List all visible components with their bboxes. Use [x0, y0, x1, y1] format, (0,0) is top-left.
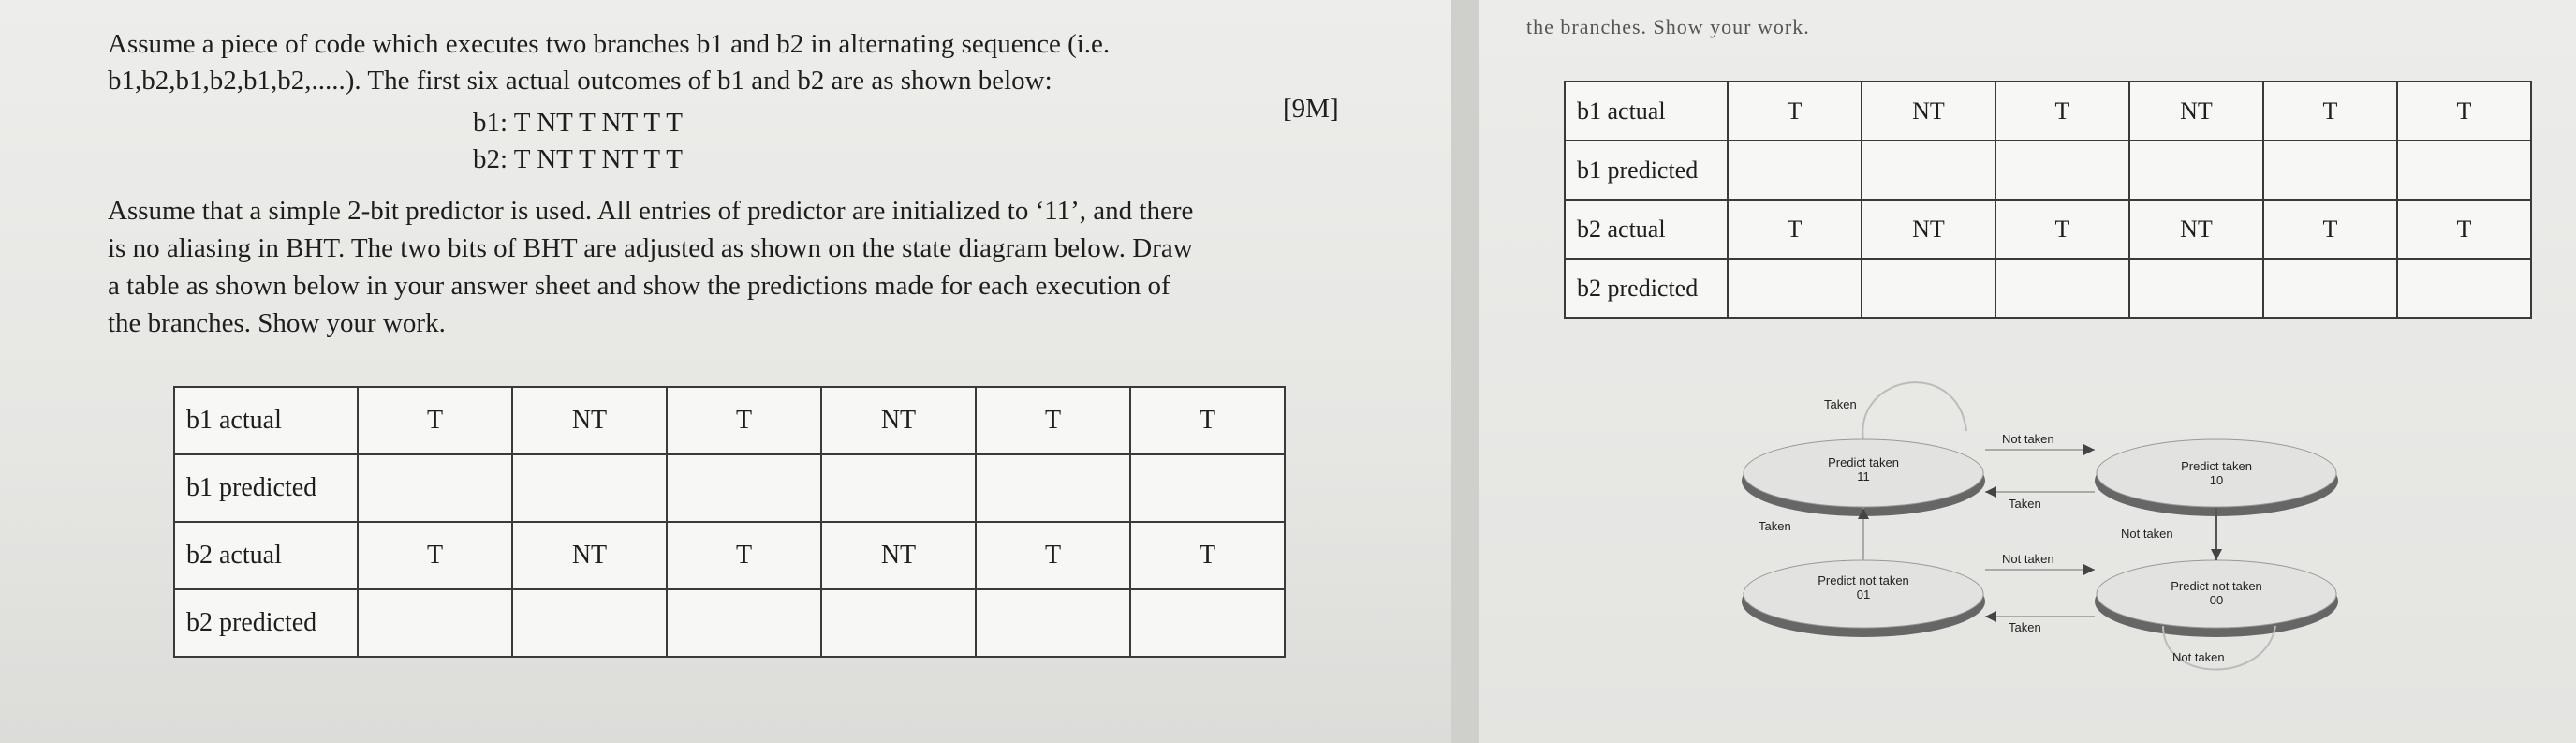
row-label: b2 predicted: [174, 589, 358, 657]
table-cell: T: [667, 387, 821, 454]
question-line: the branches. Show your work.: [108, 308, 446, 338]
state-name: Predict taken: [1828, 455, 1899, 469]
question-paragraph-2: [108, 192, 1353, 342]
table-row: [1565, 82, 2531, 141]
question-line: a table as shown below in your answer sheet and show the predictions made for each execution of: [108, 271, 1170, 301]
state-name: Predict not taken: [1818, 573, 1909, 587]
row-label: b1 predicted: [1565, 141, 1728, 200]
row-label: b1 predicted: [174, 454, 358, 522]
state-label-00: [2142, 579, 2291, 607]
table-cell: [2397, 141, 2531, 200]
table-cell: NT: [1862, 200, 1995, 259]
state-diagram-graphics: [1723, 356, 2360, 693]
table-row: [174, 454, 1285, 522]
table-cell: [1995, 259, 2129, 318]
table-cell: T: [2397, 200, 2531, 259]
sequence-b1: b1: T NT T NT T T: [473, 108, 684, 138]
table-cell: T: [1995, 200, 2129, 259]
table-cell: [512, 454, 667, 522]
row-label: b2 actual: [174, 522, 358, 589]
table-cell: [1728, 141, 1862, 200]
table-cell: [2397, 259, 2531, 318]
table-cell: [976, 589, 1130, 657]
prediction-table-right: [1564, 81, 2532, 319]
question-paragraph-1: [108, 26, 1353, 99]
table-cell: T: [667, 522, 821, 589]
row-label: b1 actual: [174, 387, 358, 454]
table-cell: NT: [512, 387, 667, 454]
edge-label-self-11: Taken: [1824, 397, 1857, 411]
table-cell: [358, 454, 512, 522]
state-bits: 00: [2209, 593, 2224, 607]
table-row: [1565, 200, 2531, 259]
state-label-01: [1788, 573, 1938, 602]
table-cell: [2263, 259, 2397, 318]
table-cell: [1728, 259, 1862, 318]
table-cell: T: [1130, 387, 1285, 454]
table-cell: NT: [512, 522, 667, 589]
table-cell: [1995, 141, 2129, 200]
edge-label-10-to-00: Not taken: [2121, 527, 2173, 541]
row-label: b1 actual: [1565, 82, 1728, 141]
table-cell: T: [976, 387, 1130, 454]
table-row: [174, 387, 1285, 454]
question-line: b1,b2,b1,b2,b1,b2,.....). The first six actual outcomes of b1 and b2 are as shown below:: [108, 66, 1052, 96]
edge-label-self-00: Not taken: [2172, 650, 2225, 664]
table-cell: NT: [1862, 82, 1995, 141]
table-cell: T: [1995, 82, 2129, 141]
table-cell: [821, 589, 976, 657]
table-row: [1565, 141, 2531, 200]
table-cell: T: [2263, 200, 2397, 259]
edge-label-01-to-11: Taken: [1759, 519, 1791, 533]
panel-gap: [1451, 0, 1479, 743]
table-cell: T: [2397, 82, 2531, 141]
row-label: b2 predicted: [1565, 259, 1728, 318]
state-name: Predict not taken: [2171, 579, 2262, 593]
table-cell: [512, 589, 667, 657]
table-cell: NT: [2129, 200, 2263, 259]
table-cell: [1862, 141, 1995, 200]
row-label: b2 actual: [1565, 200, 1728, 259]
table-cell: NT: [2129, 82, 2263, 141]
table-cell: T: [1130, 522, 1285, 589]
table-row: [174, 522, 1285, 589]
table-cell: [358, 589, 512, 657]
table-cell: [821, 454, 976, 522]
state-label-10: [2142, 459, 2291, 487]
edge-self-11: [1862, 382, 1966, 440]
state-label-11: [1788, 455, 1938, 483]
table-cell: T: [358, 522, 512, 589]
question-line: Assume a piece of code which executes two branches b1 and b2 in alternating sequence (i.e.: [108, 29, 1111, 59]
edge-label-11-to-10: Not taken: [2002, 432, 2054, 446]
cut-off-text: the branches. Show your work.: [1526, 15, 1810, 38]
table-cell: T: [358, 387, 512, 454]
table-cell: [976, 454, 1130, 522]
state-name: Predict taken: [2181, 459, 2252, 473]
table-row: [1565, 259, 2531, 318]
edge-label-01-to-00: Not taken: [2002, 552, 2054, 566]
table-cell: [667, 589, 821, 657]
table-cell: [1862, 259, 1995, 318]
edge-label-00-to-01: Taken: [2009, 620, 2041, 634]
table-cell: T: [1728, 200, 1862, 259]
state-diagram: [1723, 356, 2360, 693]
table-cell: T: [1728, 82, 1862, 141]
table-row: [174, 589, 1285, 657]
table-cell: [667, 454, 821, 522]
state-bits: 01: [1856, 587, 1871, 602]
marks-label: [9M]: [1283, 94, 1339, 124]
edge-label-10-to-11: Taken: [2009, 497, 2041, 511]
question-line: Assume that a simple 2-bit predictor is used. All entries of predictor are initialized to ‘11’, and there: [108, 196, 1194, 226]
table-cell: [1130, 589, 1285, 657]
table-cell: [1130, 454, 1285, 522]
state-bits: 11: [1857, 469, 1870, 483]
table-cell: [2129, 259, 2263, 318]
table-cell: NT: [821, 387, 976, 454]
table-cell: T: [976, 522, 1130, 589]
table-cell: NT: [821, 522, 976, 589]
prediction-table-left: [173, 386, 1286, 658]
table-cell: [2263, 141, 2397, 200]
table-cell: [2129, 141, 2263, 200]
sequence-b2: b2: T NT T NT T T: [473, 144, 684, 174]
state-bits: 10: [2209, 473, 2224, 487]
question-line: is no aliasing in BHT. The two bits of BHT are adjusted as shown on the state diagram below. Draw: [108, 233, 1193, 263]
table-cell: T: [2263, 82, 2397, 141]
